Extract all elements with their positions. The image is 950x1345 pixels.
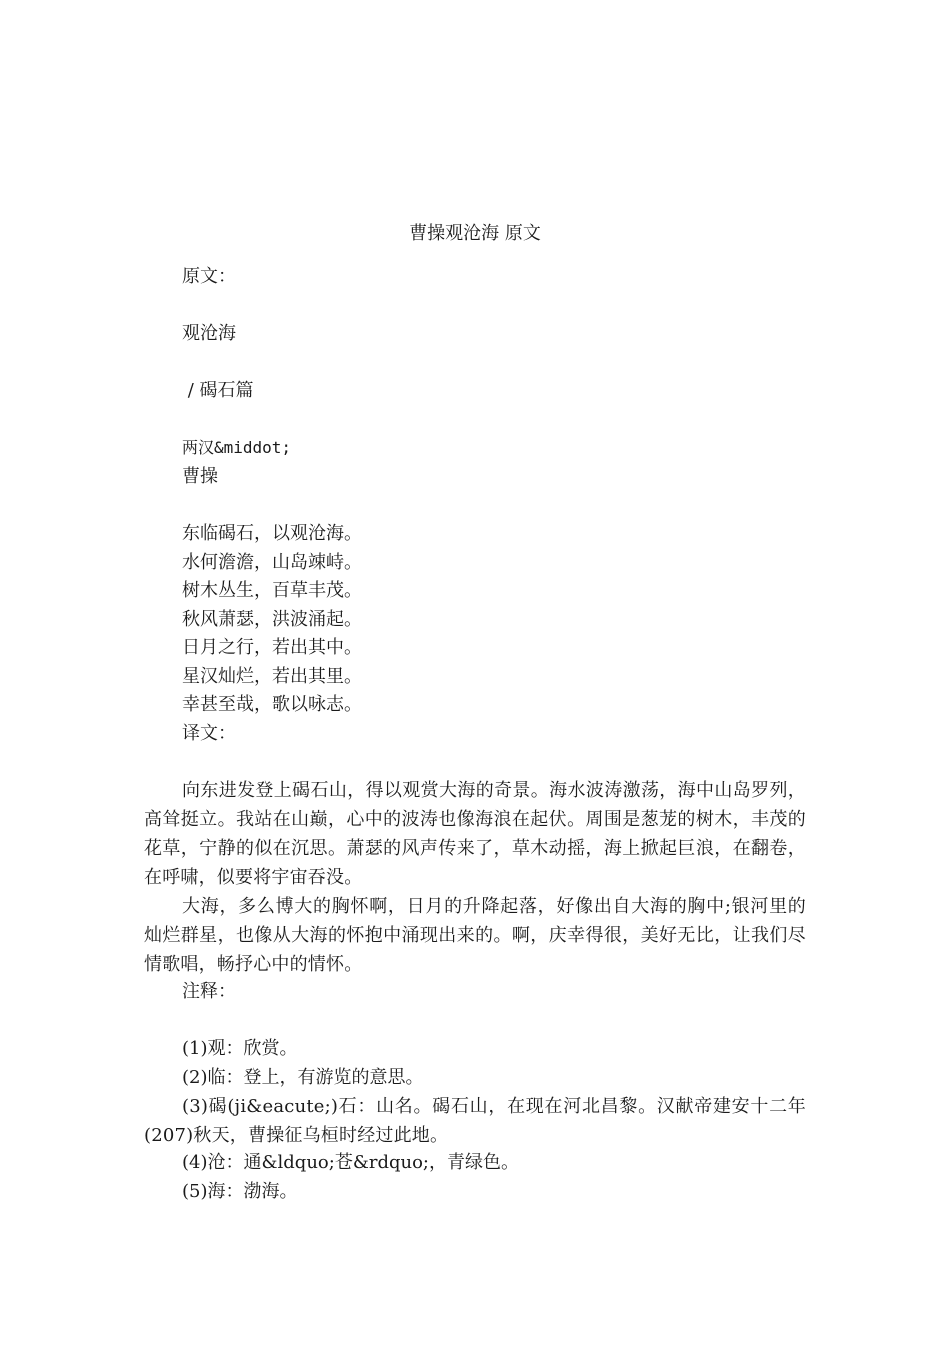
dynasty-line xyxy=(182,434,291,463)
note-item xyxy=(182,1064,424,1093)
note-text: (4)沧：通&ldquo;苍&rdquo;，青绿色。 xyxy=(182,1152,519,1173)
translation-label: 译文： xyxy=(182,723,236,744)
collection-name: / 碣石篇 xyxy=(182,380,254,401)
poem-title: 观沧海 xyxy=(182,323,236,344)
note-text: (1)观：欣赏。 xyxy=(182,1038,298,1059)
poem-line: 星汉灿烂，若出其里。 xyxy=(182,666,362,687)
poem-line: 东临碣石，以观沧海。 xyxy=(182,523,362,544)
poem-line: 秋风萧瑟，洪波涌起。 xyxy=(182,609,362,630)
note-item xyxy=(182,1149,519,1178)
note-text: (2)临：登上，有游览的意思。 xyxy=(182,1067,424,1088)
original-label: 原文： xyxy=(182,266,236,287)
author: 曹操 xyxy=(182,466,218,487)
poem-line: 幸甚至哉，歌以咏志。 xyxy=(182,694,362,715)
translation-paragraph: 向东进发登上碣石山，得以观赏大海的奇景。海水波涛激荡，海中山岛罗列，高耸挺立。我站在山巅，心中的波涛也像海浪在起伏。周围是葱茏的树木，丰茂的花草，宁静的似在沉思。萧瑟的风声传来了，草木动摇，海上掀起巨浪，在翻卷，在呼啸，似要将宇宙吞没。 xyxy=(144,780,806,888)
poem-line: 树木丛生，百草丰茂。 xyxy=(182,580,362,601)
page-title: 曹操观沧海 原文 xyxy=(409,223,541,244)
note-item: (3)碣(ji&eacute;)石：山名。碣石山，在现在河北昌黎。汉献帝建安十二年(207)秋天，曹操征乌桓时经过此地。 xyxy=(144,1096,806,1146)
note-item xyxy=(182,1178,298,1207)
note-text: (5)海：渤海。 xyxy=(182,1181,298,1202)
poem-line: 日月之行，若出其中。 xyxy=(182,637,362,658)
dynasty: 两汉&middot; xyxy=(182,438,292,457)
poem-line: 水何澹澹，山岛竦峙。 xyxy=(182,552,362,573)
translation-paragraph: 大海，多么博大的胸怀啊，日月的升降起落，好像出自大海的胸中;银河里的灿烂群星，也像从大海的怀抱中涌现出来的。啊，庆幸得很，美好无比，让我们尽情歌唱，畅抒心中的情怀。 xyxy=(144,896,806,975)
note-item xyxy=(182,1035,298,1064)
notes-label: 注释： xyxy=(182,981,236,1002)
